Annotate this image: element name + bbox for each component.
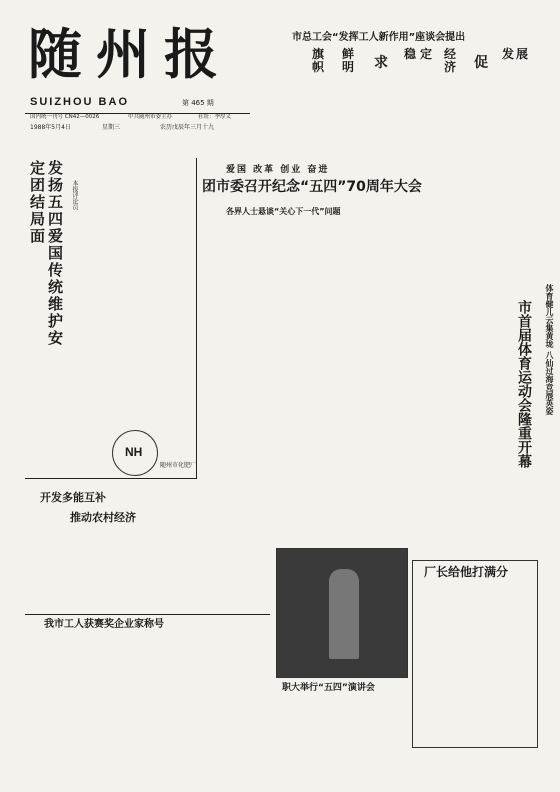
left-divider: [196, 158, 197, 478]
bottom-left-body-2: [170, 480, 270, 610]
photo: [276, 548, 408, 678]
masthead-title: 随州报: [28, 22, 232, 86]
publish-date: 1988年5月4日: [30, 124, 71, 131]
bottom-left-headline-2: 推动农村经济: [70, 511, 136, 524]
photo-caption-body: [276, 694, 406, 734]
subword-5b: 经济: [444, 47, 457, 74]
bottom-left-divider: [25, 614, 270, 615]
subword-5: 促: [474, 55, 488, 71]
bottom-right-headline: 厂长给他打满分: [424, 565, 509, 579]
top-right-headline: 市总工会“发挥工人新作用”座谈会提出: [292, 32, 466, 43]
center-subhead: 各界人士悬谈“关心下一代”问题: [226, 207, 341, 216]
right-vertical-subhead: 体育健儿云集黄垅 八仙过海竞展英姿: [545, 284, 554, 415]
bottom-left-body-3: [28, 636, 268, 676]
left-column-body: [80, 160, 192, 450]
center-slogan: 爱国 改革 创业 奋进: [226, 165, 330, 175]
masthead-divider: [25, 113, 250, 114]
subword-6b: 展: [516, 47, 529, 61]
bottom-right-body: [418, 586, 530, 736]
lunar-date: 农历戊辰年三月十九: [160, 124, 215, 131]
left-byline: 本报评论员: [71, 180, 78, 210]
photo-figure: [329, 569, 359, 659]
subword-2: 鲜明: [342, 47, 355, 74]
masthead: [22, 18, 257, 153]
publish-number: 国内统一刊号 CN42—0026: [30, 114, 100, 120]
subword-1: 旗帜: [312, 47, 325, 74]
center-headline: 团市委召开纪念“五四”70周年大会: [202, 179, 422, 195]
subword-4b: 定: [420, 47, 433, 61]
subword-4: 稳: [404, 47, 417, 61]
bottom-footer-body: [28, 680, 268, 750]
factory-badge: [112, 430, 158, 476]
bottom-left-body: [28, 530, 168, 610]
bottom-left-headline-1: 开发多能互补: [40, 491, 106, 504]
issue-number: 第 465 期: [182, 99, 214, 107]
subword-3: 求: [374, 55, 388, 71]
center-right-body: [428, 160, 508, 290]
weekday: 星期三: [102, 124, 121, 131]
subword-6: 发: [502, 47, 515, 61]
right-vertical-headline: 市首届体育运动会隆重开幕: [516, 300, 532, 468]
center-right-body-2: [428, 295, 508, 525]
left-vertical-headline: 发扬五四爱国传统维护安定团结局面: [28, 160, 64, 347]
badge-mark: NH: [125, 445, 143, 459]
badge-label: 随州市化肥厂: [160, 462, 197, 469]
publisher: 中共随州市委主办: [128, 114, 173, 120]
top-right-body: [292, 92, 532, 154]
middle-divider: [25, 478, 197, 479]
bottom-left-headline-3: 我市工人获赛奖企业家称号: [44, 619, 164, 630]
photo-caption: 职大举行“五四”演讲会: [282, 683, 375, 693]
masthead-pinyin: SUIZHOU BAO: [30, 96, 129, 108]
address: 社址：季厚义: [198, 114, 232, 120]
top-right-subhead-row: [312, 46, 530, 88]
